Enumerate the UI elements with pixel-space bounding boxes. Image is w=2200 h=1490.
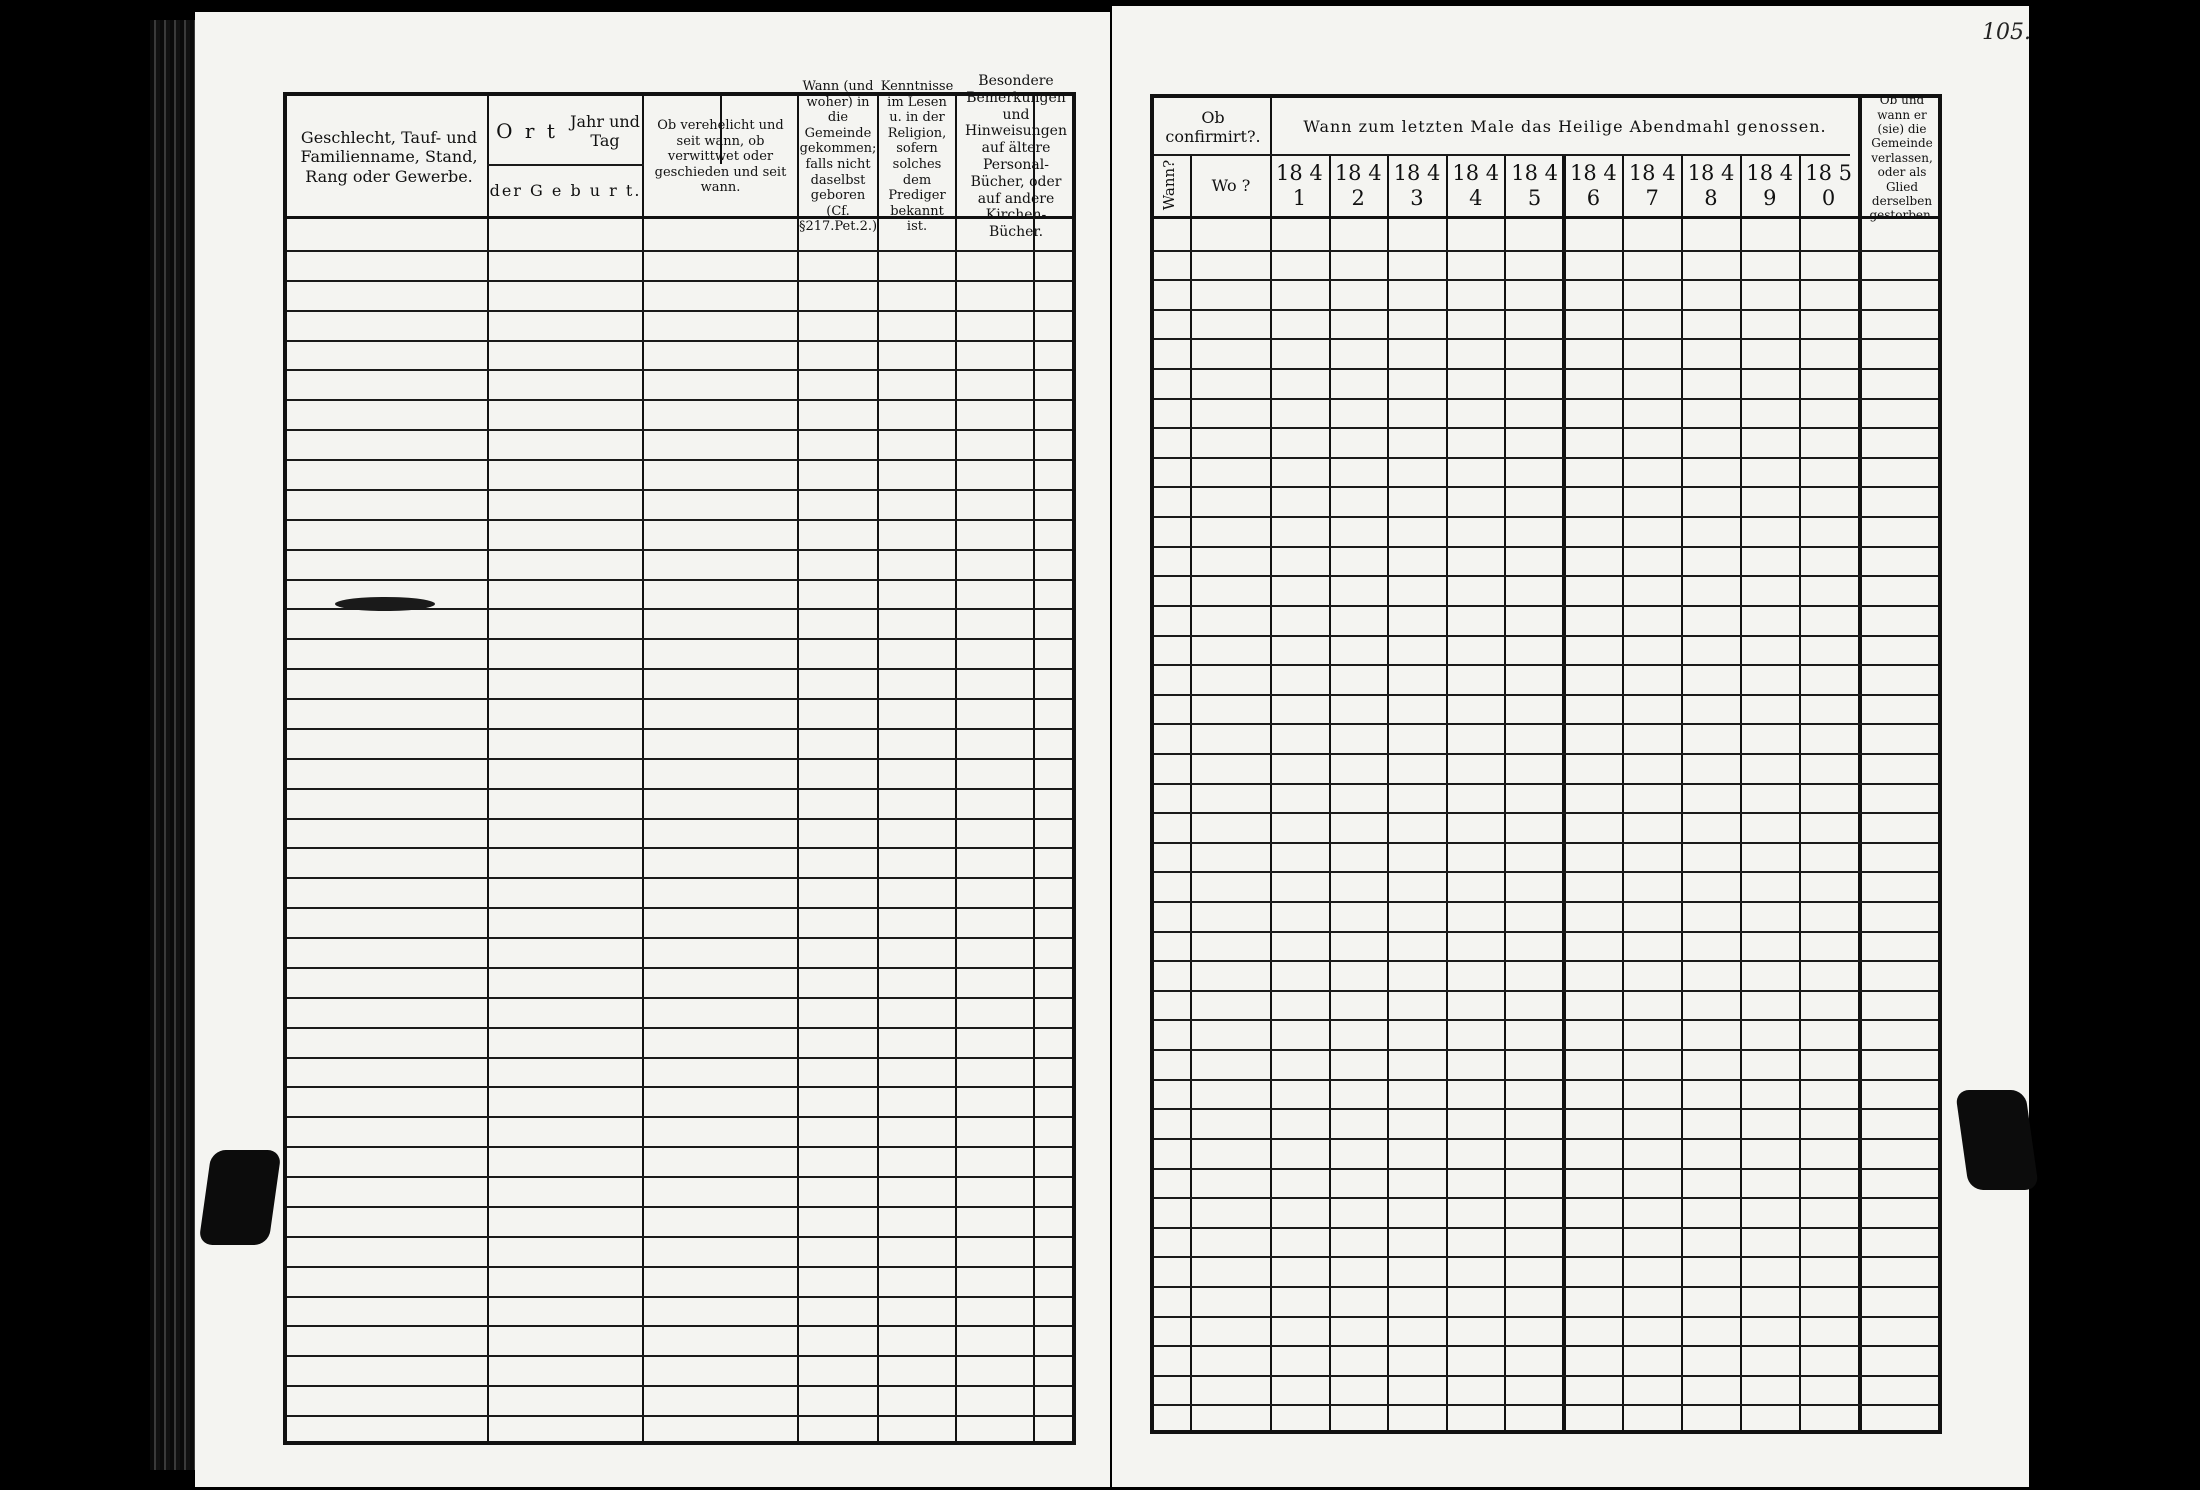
ruled-line (287, 250, 1072, 252)
right-register-form (1150, 94, 1942, 1434)
year-header: 18 5 0 (1805, 160, 1852, 210)
right-ruled-rows (1154, 220, 1938, 1430)
ruled-line (287, 728, 1072, 730)
header-confirmirt-text: Ob confirmirt?. (1165, 107, 1261, 146)
ruled-line (287, 668, 1072, 670)
ruled-line (1154, 1375, 1938, 1377)
ruled-line (287, 429, 1072, 431)
ruled-line (287, 519, 1072, 521)
ruled-line (1154, 575, 1938, 577)
ruled-line (1154, 812, 1938, 814)
ruled-line (1154, 931, 1938, 933)
year-header: 18 4 3 (1393, 160, 1441, 210)
header-kenntnisse (879, 79, 955, 235)
header-ausgeschieden-text: Ob und wann er (sie) die Gemeinde verlassen, oder als Glied derselben gestorben. (1869, 93, 1935, 223)
header-jahr-tag-text: Jahr und Tag (570, 111, 640, 150)
year-header: 18 4 9 (1746, 160, 1794, 210)
ruled-line (287, 579, 1072, 581)
ruled-line (1154, 1256, 1938, 1258)
header-name-text: Geschlecht, Tauf- und Familienname, Stand, Rang oder Gewerbe. (300, 128, 478, 186)
ruled-line (287, 280, 1072, 282)
header-abendmahl (1272, 100, 1858, 154)
ruled-line (287, 758, 1072, 760)
left-register-form (283, 73, 1076, 1445)
ruled-line (1154, 694, 1938, 696)
ruled-line (287, 549, 1072, 551)
ruled-line (287, 967, 1072, 969)
ruled-line (287, 1296, 1072, 1298)
ruled-line (287, 1116, 1072, 1118)
ruled-line (1154, 1404, 1938, 1406)
ruled-line (287, 818, 1072, 820)
ruled-line (1154, 338, 1938, 340)
ruled-line (287, 907, 1072, 909)
ruled-line (287, 1176, 1072, 1178)
book-spine (150, 20, 200, 1470)
year-header-row (1270, 156, 1858, 216)
ruled-line (1154, 635, 1938, 637)
ruled-line (287, 340, 1072, 342)
ruled-line (1154, 1168, 1938, 1170)
header-wann-vertical (1156, 156, 1190, 216)
header-wo (1192, 156, 1270, 216)
ruled-line (1154, 279, 1938, 281)
ruled-line (1154, 1286, 1938, 1288)
header-verehelicht (644, 98, 797, 216)
ruled-line (1154, 1108, 1938, 1110)
ruled-line (287, 638, 1072, 640)
ruled-line (1154, 1316, 1938, 1318)
year-header: 18 4 2 (1334, 160, 1382, 210)
ruled-line (1154, 250, 1938, 252)
ruled-line (287, 788, 1072, 790)
ruled-line (1154, 398, 1938, 400)
ruled-line (1154, 516, 1938, 518)
ruled-line (1154, 605, 1938, 607)
ink-blot (335, 597, 435, 611)
ruled-line (287, 997, 1072, 999)
header-der-geburt (489, 166, 642, 216)
ruled-line (1154, 1345, 1938, 1347)
ruled-line (1154, 309, 1938, 311)
header-bemerkungen (957, 73, 1075, 241)
ruled-line (287, 1027, 1072, 1029)
header-ort-text: O r t (496, 119, 558, 143)
page-number: 105. (1982, 20, 2031, 45)
header-ausgeschieden (1862, 93, 1942, 223)
ruled-line (287, 1057, 1072, 1059)
right-page-clip (1955, 1090, 2039, 1190)
header-name (291, 98, 487, 216)
ruled-line (287, 489, 1072, 491)
ruled-line (287, 1325, 1072, 1327)
header-der-geburt-text: der G e b u r t. (489, 181, 642, 201)
ruled-line (287, 1236, 1072, 1238)
header-abendmahl-text: Wann zum letzten Male das Heilige Abendmahl genossen. (1303, 117, 1827, 137)
ruled-line (287, 847, 1072, 849)
left-page (195, 12, 1110, 1487)
year-header: 18 4 4 (1452, 160, 1500, 210)
ruled-line (287, 1385, 1072, 1387)
ruled-line (287, 369, 1072, 371)
year-header: 18 4 5 (1511, 160, 1558, 210)
header-ort (489, 98, 565, 164)
ruled-line (1154, 960, 1938, 962)
year-header: 18 4 6 (1570, 160, 1617, 210)
header-wann-text: Wann? (1160, 159, 1179, 211)
left-page-clip (198, 1150, 281, 1245)
year-header: 18 4 1 (1276, 160, 1323, 210)
ruled-line (1154, 664, 1938, 666)
ruled-line (1154, 753, 1938, 755)
ruled-line (287, 459, 1072, 461)
ruled-line (1154, 1049, 1938, 1051)
header-jahr-tag (567, 98, 643, 164)
ruled-line (287, 698, 1072, 700)
ruled-line (1154, 901, 1938, 903)
header-kenntnisse-text: Kenntnisse im Lesen u. in der Religion, sofern solches dem Prediger bekannt ist. (880, 79, 954, 235)
header-wann-woher-text: Wann (und woher) in die Gemeinde gekommen; falls nicht daselbst geboren (Cf. §217.Pet.2.) (798, 79, 878, 235)
header-wo-text: Wo ? (1211, 176, 1251, 196)
ruled-line (287, 1206, 1072, 1208)
ruled-line (1154, 368, 1938, 370)
ruled-line (1154, 1138, 1938, 1140)
ruled-line (1154, 1227, 1938, 1229)
ruled-line (287, 399, 1072, 401)
ruled-line (1154, 1197, 1938, 1199)
header-bemerkungen-text: Besondere Bemerkungen und Hinweisungen auf ältere Personal-Bücher, oder auf andere Kirchen-Bücher. (965, 73, 1067, 241)
left-ruled-rows (287, 220, 1072, 1441)
header-wann-woher (798, 79, 878, 235)
ruled-line (1154, 990, 1938, 992)
ruled-line (287, 1266, 1072, 1268)
ruled-line (287, 937, 1072, 939)
ruled-line (1154, 457, 1938, 459)
ruled-line (1154, 871, 1938, 873)
ruled-line (287, 1355, 1072, 1357)
ruled-line (1154, 783, 1938, 785)
ruled-line (287, 310, 1072, 312)
ruled-line (287, 1415, 1072, 1417)
ruled-line (1154, 723, 1938, 725)
ruled-line (1154, 546, 1938, 548)
ruled-line (287, 877, 1072, 879)
year-header: 18 4 7 (1628, 160, 1676, 210)
ruled-line (1154, 486, 1938, 488)
ruled-line (287, 1146, 1072, 1148)
header-verehelicht-text: Ob verehelicht und seit wann, ob verwittwet oder geschieden und seit wann. (654, 118, 787, 196)
ruled-line (287, 1086, 1072, 1088)
ruled-line (1154, 1079, 1938, 1081)
ruled-line (1154, 842, 1938, 844)
year-header: 18 4 8 (1687, 160, 1735, 210)
ruled-line (1154, 1019, 1938, 1021)
right-page (1112, 6, 2029, 1487)
ruled-line (1154, 427, 1938, 429)
header-confirmirt (1156, 100, 1270, 154)
